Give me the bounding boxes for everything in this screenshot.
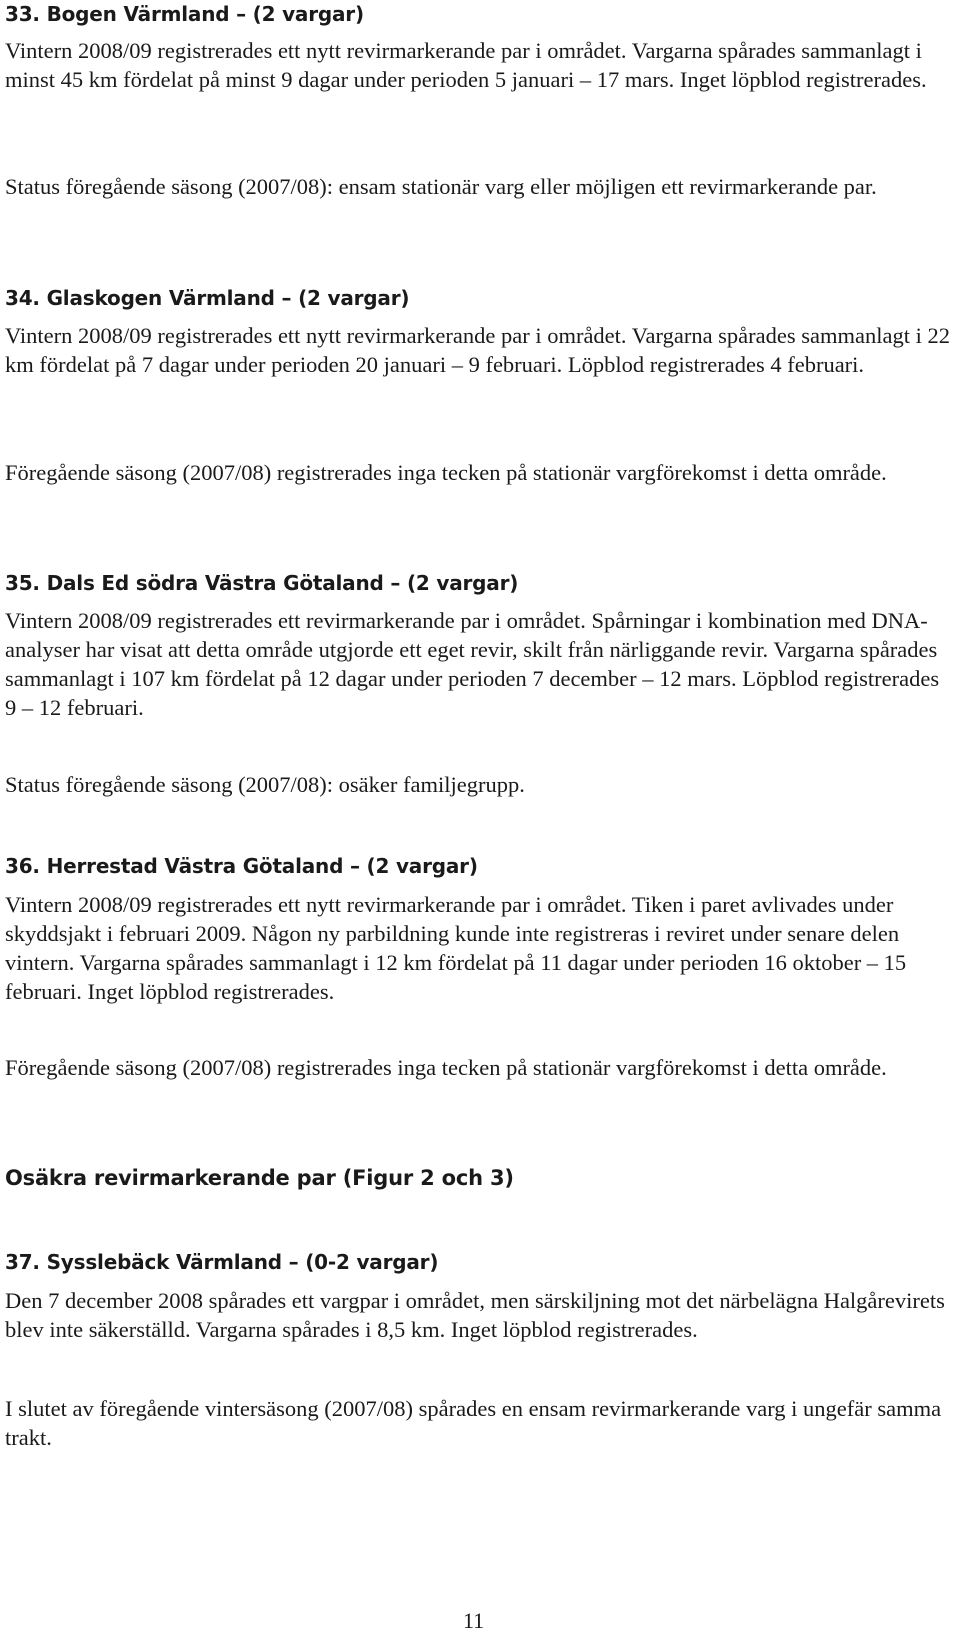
section-36-paragraph-1: Vintern 2008/09 registrerades ett nytt revirmarkerande par i området. Tiken i paret avlivades under skyddsjakt i februari 2009. Någon ny parbildning kunde inte registreras i reviret under senare delen vintern. Vargarna spårades sammanlagt i 12 km fördelat på 11 dagar under perioden 16 oktober – 15 februari. Inget löpblod registrerades. (5, 892, 907, 1004)
section-37-paragraph-1: Den 7 december 2008 spårades ett vargpar i området, men särskiljning mot det närbelägna Halgårevirets blev inte säkerställd. Vargarna spårades i 8,5 km. Inget löpblod registrerades. (5, 1288, 945, 1342)
section-36-heading: 36. Herrestad Västra Götaland – (2 vargar) (5, 854, 478, 878)
section-34-paragraph-1: Vintern 2008/09 registrerades ett nytt revirmarkerande par i området. Vargarna spårades sammanlagt i 22 km fördelat på 7 dagar under perioden 20 januari – 9 februari. Löpblod registrerades 4 februari. (5, 323, 950, 377)
section-35-paragraph-1: Vintern 2008/09 registrerades ett revirmarkerande par i området. Spårningar i kombination med DNA-analyser har visat att detta område utgjorde ett eget revir, skilt från närliggande revir. Vargarna spårades sammanlagt i 107 km fördelat på 12 dagar under perioden 7 december – 12 mars. Löpblod registrerades 9 – 12 februari. (5, 608, 940, 720)
uncertain-pairs-heading: Osäkra revirmarkerande par (Figur 2 och 3) (5, 1166, 514, 1190)
section-35-paragraph-2: Status föregående säsong (2007/08): osäker familjegrupp. (5, 772, 525, 797)
section-35-heading: 35. Dals Ed södra Västra Götaland – (2 vargar) (5, 571, 519, 595)
section-37-heading: 37. Sysslebäck Värmland – (0-2 vargar) (5, 1250, 439, 1274)
section-33-heading: 33. Bogen Värmland – (2 vargar) (5, 2, 364, 26)
section-37-paragraph-2: I slutet av föregående vintersäsong (2007/08) spårades en ensam revirmarkerande varg i ungefär samma trakt. (5, 1396, 942, 1450)
section-34-heading: 34. Glaskogen Värmland – (2 vargar) (5, 286, 410, 310)
section-36-paragraph-2: Föregående säsong (2007/08) registrerades inga tecken på stationär vargförekomst i detta område. (5, 1055, 887, 1080)
section-33-paragraph-1: Vintern 2008/09 registrerades ett nytt revirmarkerande par i området. Vargarna spårades sammanlagt i minst 45 km fördelat på minst 9 dagar under perioden 5 januari – 17 mars. Inget löpblod registrerades. (5, 38, 927, 92)
page-number: 11 (463, 1608, 485, 1633)
section-34-paragraph-2: Föregående säsong (2007/08) registrerades inga tecken på stationär vargförekomst i detta område. (5, 460, 887, 485)
section-33-paragraph-2: Status föregående säsong (2007/08): ensam stationär varg eller möjligen ett revirmarkerande par. (5, 174, 877, 199)
